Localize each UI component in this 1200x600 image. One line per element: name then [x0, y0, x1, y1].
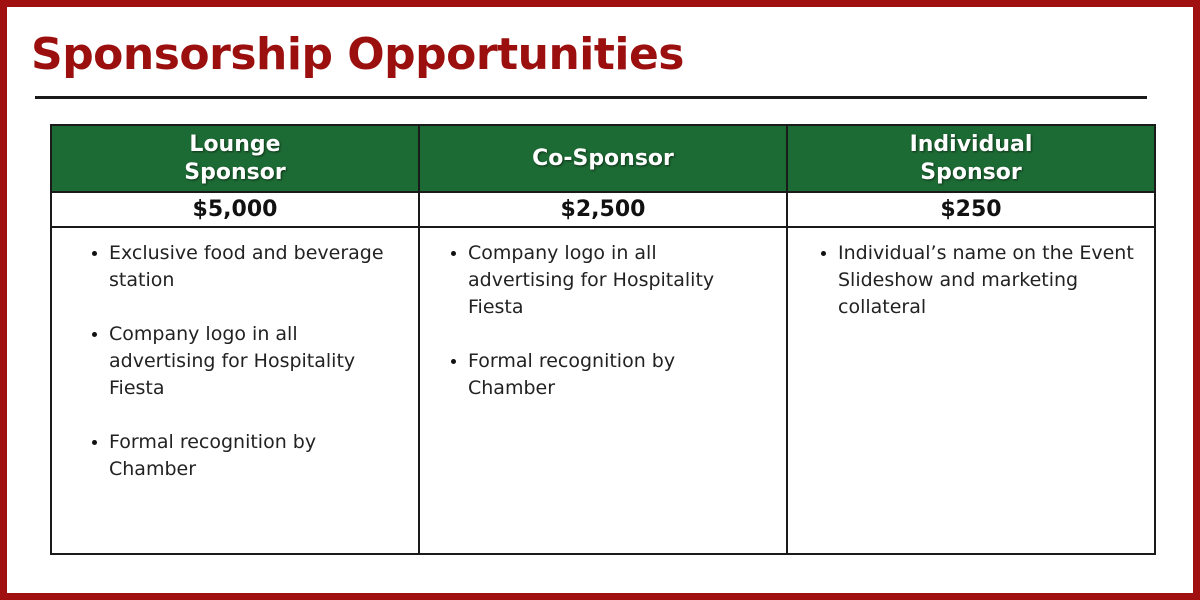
benefit-list [788, 240, 1154, 321]
benefit-item: • Exclusive food and beverage station [109, 240, 398, 294]
tier-price-row [51, 192, 1155, 227]
tier-price-lounge: $5,000 [51, 192, 419, 227]
tier-benefits-individual [787, 227, 1155, 554]
tier-name: Co-Sponsor [532, 145, 674, 171]
page-title: Sponsorship Opportunities [31, 29, 684, 80]
benefit-list [420, 240, 786, 402]
benefit-item: • Formal recognition by Chamber [468, 348, 766, 402]
tier-name: Lounge Sponsor [184, 131, 286, 185]
tier-header-individual [787, 125, 1155, 192]
tier-price-individual: $250 [787, 192, 1155, 227]
benefit-item: • Company logo in all advertising for Hospitality Fiesta [468, 240, 766, 321]
tier-benefits-row [51, 227, 1155, 554]
tier-header-co-sponsor [419, 125, 787, 192]
tier-name: Individual Sponsor [909, 131, 1033, 185]
sponsorship-table [50, 124, 1156, 555]
benefit-item: • Company logo in all advertising for Hospitality Fiesta [109, 321, 398, 402]
benefit-item: • Formal recognition by Chamber [109, 429, 398, 483]
tier-header-lounge [51, 125, 419, 192]
tier-price-co-sponsor: $2,500 [419, 192, 787, 227]
benefit-list [52, 240, 418, 483]
title-divider [35, 96, 1147, 99]
tier-benefits-co-sponsor [419, 227, 787, 554]
tier-benefits-lounge [51, 227, 419, 554]
tier-name-row [51, 125, 1155, 192]
benefit-item: • Individual’s name on the Event Slideshow and marketing collateral [838, 240, 1134, 321]
